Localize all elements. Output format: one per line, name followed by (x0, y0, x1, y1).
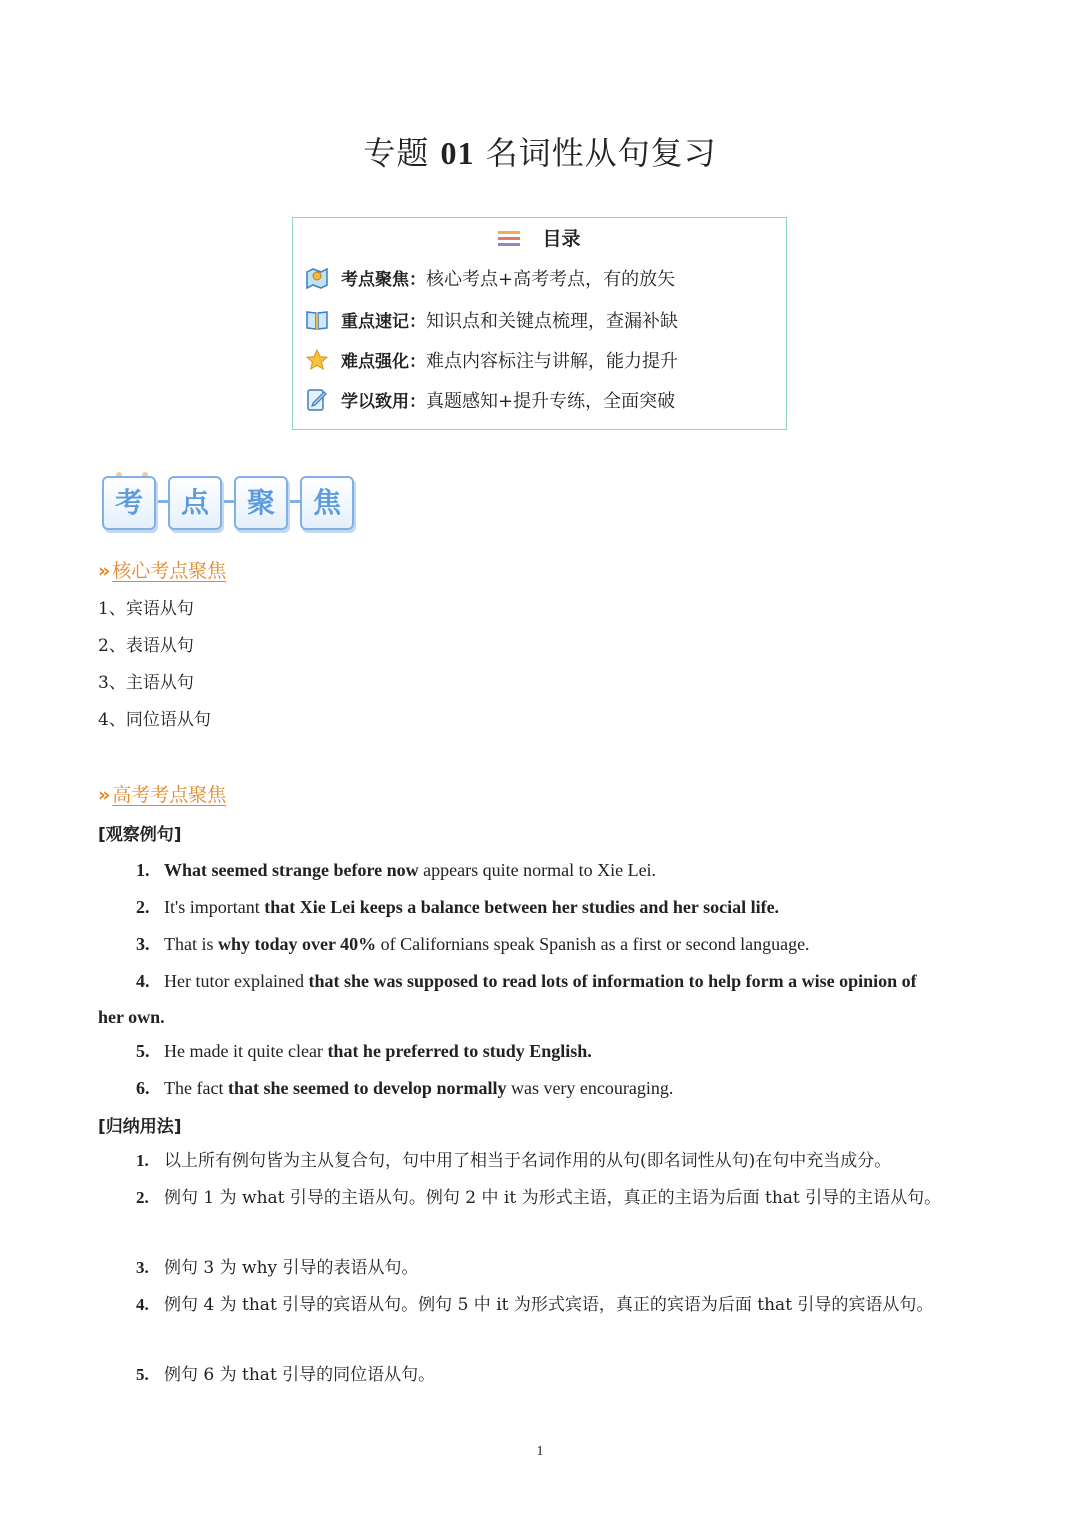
toc-row-hard (305, 348, 678, 376)
section-heading-text: 高考考点聚焦 (112, 784, 227, 806)
observe-label: [观察例句] (98, 825, 182, 845)
toc-label: 考点聚焦： (341, 270, 426, 290)
title-number: 01 (440, 135, 475, 171)
section-heading-exam (98, 780, 226, 807)
double-chevron-icon: » (98, 560, 111, 582)
banner-tile: 焦 (300, 476, 354, 530)
example-sentence (136, 1038, 592, 1064)
toc-text: 真题感知+提升专练，全面突破 (426, 391, 676, 412)
tile-connector (290, 500, 300, 503)
toc-heading-text: 目录 (542, 228, 581, 250)
example-sentence (136, 968, 917, 994)
example-number: 2. (136, 897, 150, 917)
example-sentence (136, 857, 656, 883)
example-number: 5. (136, 1041, 150, 1061)
rule-text: 以上所有例句皆为主从复合句，句中用了相当于名词作用的从句(即名词性从句)在句中充当成分。 (164, 1151, 892, 1171)
toc-label: 学以致用： (341, 392, 426, 412)
banner-tile: 聚 (234, 476, 288, 530)
edit-note-icon (305, 388, 329, 412)
rule-number: 3. (136, 1258, 149, 1277)
rule-text: 例句 4 为 that 引导的宾语从句。例句 5 中 it 为形式宾语，真正的宾语为后面 that 引导的宾语从句。 (164, 1295, 934, 1315)
list-item: 2、表语从句 (98, 636, 194, 656)
double-chevron-icon: » (98, 784, 111, 806)
rule-number: 2. (136, 1188, 149, 1207)
example-text: That is (164, 934, 218, 954)
list-icon (498, 231, 520, 247)
toc-text: 知识点和关键点梳理，查漏补缺 (426, 311, 678, 332)
example-text: of Californians speak Spanish as a first or second language. (376, 934, 810, 954)
section-heading-text: 核心考点聚焦 (112, 560, 227, 582)
example-text: was very encouraging. (506, 1078, 674, 1098)
example-bold: her own. (98, 1007, 165, 1027)
list-item: 3、主语从句 (98, 673, 194, 693)
page-number: 1 (536, 1444, 544, 1459)
example-bold: What seemed strange before now (164, 860, 419, 880)
example-number: 6. (136, 1078, 150, 1098)
example-sentence (136, 894, 779, 920)
toc-text: 核心考点+高考考点，有的放矢 (426, 269, 676, 290)
rule-item (136, 1148, 891, 1174)
example-sentence (136, 931, 810, 957)
title-prefix: 专题 (363, 134, 430, 172)
banner-tile: 考 (102, 476, 156, 530)
toc-row-practice (305, 388, 675, 416)
example-text: He made it quite clear (164, 1041, 328, 1061)
rule-text: 例句 6 为 that 引导的同位语从句。 (164, 1365, 436, 1385)
toc-label: 重点速记： (341, 312, 426, 332)
tile-connector (158, 500, 168, 503)
rule-text: 例句 3 为 why 引导的表语从句。 (164, 1258, 419, 1278)
example-number: 4. (136, 971, 150, 991)
example-number: 1. (136, 860, 150, 880)
tile-connector (224, 500, 234, 503)
star-icon (305, 348, 329, 372)
example-text: Her tutor explained (164, 971, 309, 991)
toc-text: 难点内容标注与讲解，能力提升 (426, 351, 678, 372)
rule-item (136, 1292, 933, 1318)
banner-tile: 点 (168, 476, 222, 530)
section-heading-core (98, 556, 226, 583)
document-title (0, 128, 1080, 174)
rule-number: 5. (136, 1365, 149, 1384)
summary-label: [归纳用法] (98, 1117, 182, 1137)
example-bold: why today over 40% (218, 934, 377, 954)
rule-item (136, 1185, 941, 1211)
toc-heading (293, 224, 786, 251)
rule-text: 例句 1 为 what 引导的主语从句。例句 2 中 it 为形式主语，真正的主语为后面 that 引导的主语从句。 (164, 1188, 942, 1208)
toc-box (292, 217, 787, 430)
example-text: appears quite normal to Xie Lei. (418, 860, 657, 880)
example-bold: that she seemed to develop normally (227, 1078, 507, 1098)
example-sentence (136, 1075, 673, 1101)
book-icon (305, 308, 329, 332)
example-bold: that Xie Lei keeps a balance between her studies and her social life. (264, 897, 780, 917)
toc-row-focus (305, 266, 675, 294)
example-text: The fact (164, 1078, 228, 1098)
rule-item (136, 1255, 419, 1281)
toc-label: 难点强化： (341, 352, 426, 372)
map-icon (305, 266, 329, 290)
title-main: 名词性从句复习 (485, 134, 717, 172)
example-number: 3. (136, 934, 150, 954)
example-sentence-continued (98, 1004, 165, 1030)
example-bold: that he preferred to study English. (327, 1041, 592, 1061)
example-text: It's important (164, 897, 265, 917)
example-bold: that she was supposed to read lots of information to help form a wise opinion of (308, 971, 917, 991)
rule-item (136, 1362, 435, 1388)
list-item: 4、同位语从句 (98, 710, 211, 730)
list-item: 1、宾语从句 (98, 599, 194, 619)
rule-number: 1. (136, 1151, 149, 1170)
rule-number: 4. (136, 1295, 149, 1314)
toc-row-notes (305, 308, 678, 336)
